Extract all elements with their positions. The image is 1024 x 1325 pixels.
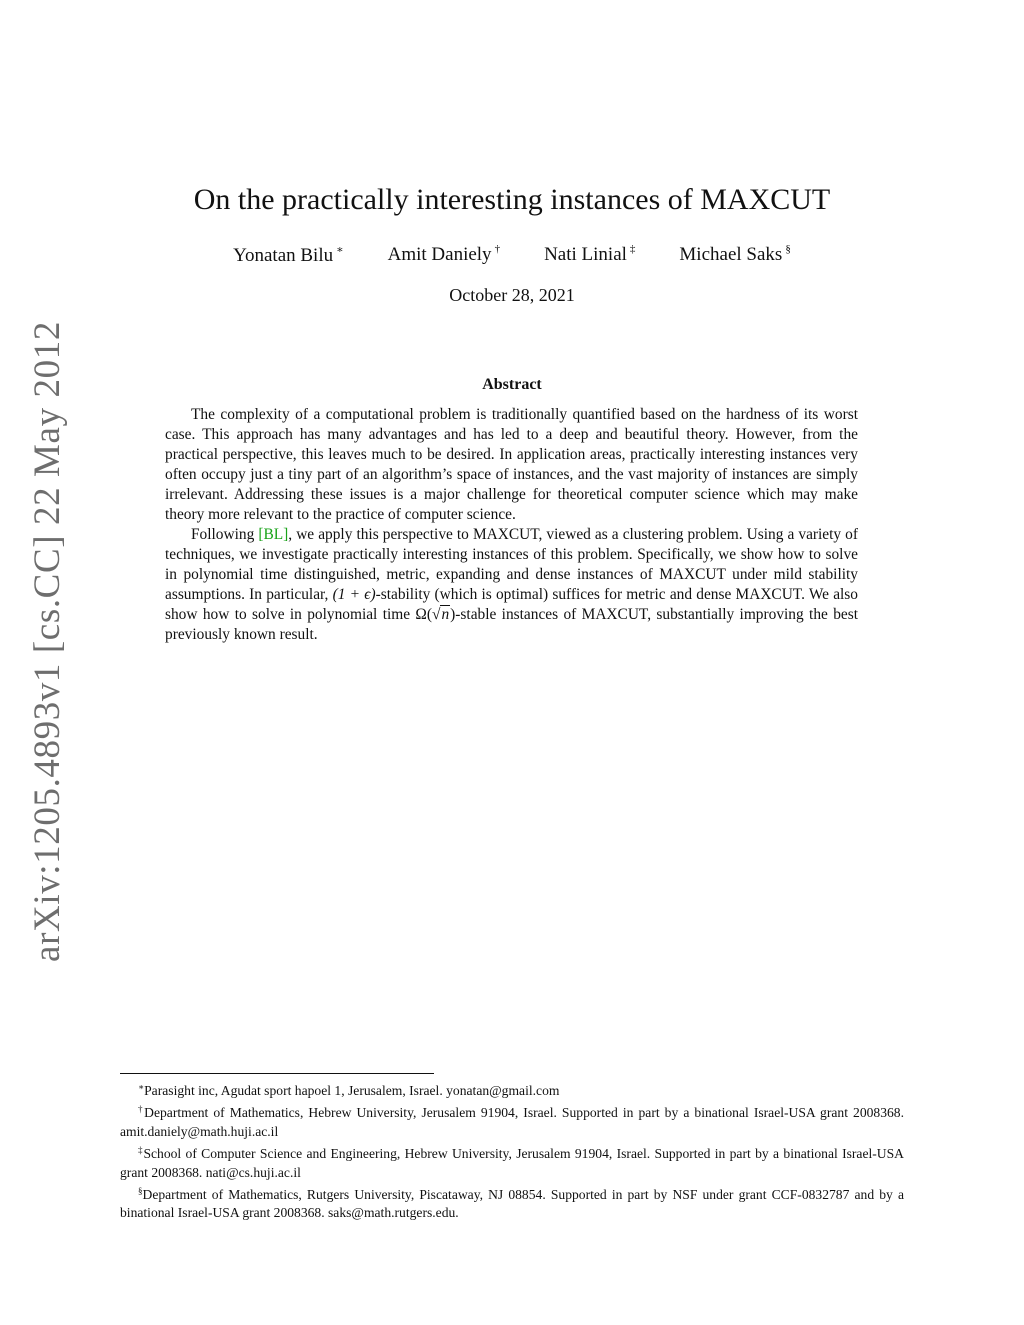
footnote-mark: ∗ bbox=[138, 1082, 145, 1092]
paper-title: On the practically interesting instances of MAXCUT bbox=[193, 183, 831, 216]
abstract-paragraph-1: The complexity of a computational problem is traditionally quantified based on the hardness of its worst case. This approach has many advantages and has led to a deep and beautiful theory. However, from the practical perspective, this leaves much to be desired. In application areas, practically interesting instances very often occupy just a tiny part of an algorithm’s space of instances, and the vast majority of instances are simply irrelevant. Addressing these issues is a major challenge for theoretical computer science which may make theory more relevant to the practice of computer science. bbox=[165, 406, 858, 523]
author-footnote-mark[interactable]: ‡ bbox=[629, 243, 636, 255]
math-omega-close: ) bbox=[450, 606, 456, 623]
abstract-paragraph-2 bbox=[165, 525, 858, 645]
abstract-text: -stable instances of MAXCUT, substantially improving the best previously known result. bbox=[165, 606, 858, 643]
footnote-text: Parasight inc, Agudat sport hapoel 1, Jerusalem, Israel. yonatan@gmail.com bbox=[144, 1083, 560, 1098]
abstract-body bbox=[165, 405, 858, 645]
author-saks bbox=[679, 243, 790, 267]
footnote-divider bbox=[120, 1073, 434, 1074]
author-list bbox=[0, 243, 1024, 267]
footnote-bilu bbox=[120, 1078, 904, 1100]
footnote-daniely bbox=[120, 1100, 904, 1141]
footnote-text: Department of Mathematics, Hebrew University, Jerusalem 91904, Israel. Supported in part by a binational Israel-USA grant 2008368. amit.daniely@math.huji.ac.il bbox=[120, 1105, 904, 1139]
math-omega-sqrt-n bbox=[415, 605, 455, 623]
abstract-heading: Abstract bbox=[482, 376, 542, 393]
author-footnote-mark[interactable]: ∗ bbox=[336, 244, 344, 256]
math-sqrt-sign: √ bbox=[432, 606, 441, 623]
footnote-mark: ‡ bbox=[138, 1145, 144, 1156]
abstract-text: Following bbox=[191, 526, 259, 543]
citation-link-bl[interactable]: [BL] bbox=[258, 526, 289, 543]
footnote-saks bbox=[120, 1182, 904, 1223]
author-footnote-mark[interactable]: † bbox=[494, 243, 501, 255]
math-sqrt-radicand: n bbox=[441, 606, 450, 623]
footnotes bbox=[120, 1078, 904, 1223]
author-bilu bbox=[233, 243, 343, 267]
author-name: Michael Saks bbox=[679, 244, 783, 265]
arxiv-identifier-text: arXiv:1205.4893v1 [cs.CC] 22 May 2012 bbox=[26, 320, 68, 962]
abstract-text: -stability (which is optimal) suffices for metric and dense MAXCUT. We also show how to solve in polynomial time bbox=[165, 586, 858, 623]
footnote-mark: § bbox=[138, 1186, 143, 1197]
footnote-text: School of Computer Science and Engineering, Hebrew University, Jerusalem 91904, Israel. Supported in part by a binational Israel-USA grant 2008368. nati@cs.huji.ac.il bbox=[120, 1146, 904, 1180]
math-stability-expression: (1 + ϵ) bbox=[332, 586, 376, 603]
math-omega-open: Ω( bbox=[415, 606, 432, 623]
author-linial bbox=[544, 243, 635, 267]
footnote-mark: † bbox=[138, 1104, 145, 1115]
footnote-text: Department of Mathematics, Rutgers University, Piscataway, NJ 08854. Supported in part by NSF under grant CCF-0832787 and by a binational Israel-USA grant 2008368. saks@math.rutgers.edu. bbox=[120, 1187, 904, 1221]
author-footnote-mark[interactable]: § bbox=[785, 243, 791, 255]
paper-date: October 28, 2021 bbox=[449, 285, 575, 305]
footnote-linial bbox=[120, 1141, 904, 1182]
author-name: Amit Daniely bbox=[387, 244, 492, 265]
author-daniely bbox=[388, 243, 500, 267]
abstract-text: , we apply this perspective to MAXCUT, viewed as a clustering problem. Using a variety of techniques, we investigate practically interesting instances of this problem. Specifically, we show how to solve in polynomial time distinguished, metric, expanding and dense instances of MAXCUT under mild stability assumptions. In particular, bbox=[165, 526, 858, 603]
author-name: Yonatan Bilu bbox=[233, 245, 334, 266]
arxiv-identifier-stamp bbox=[20, 320, 74, 962]
author-name: Nati Linial bbox=[544, 244, 627, 265]
